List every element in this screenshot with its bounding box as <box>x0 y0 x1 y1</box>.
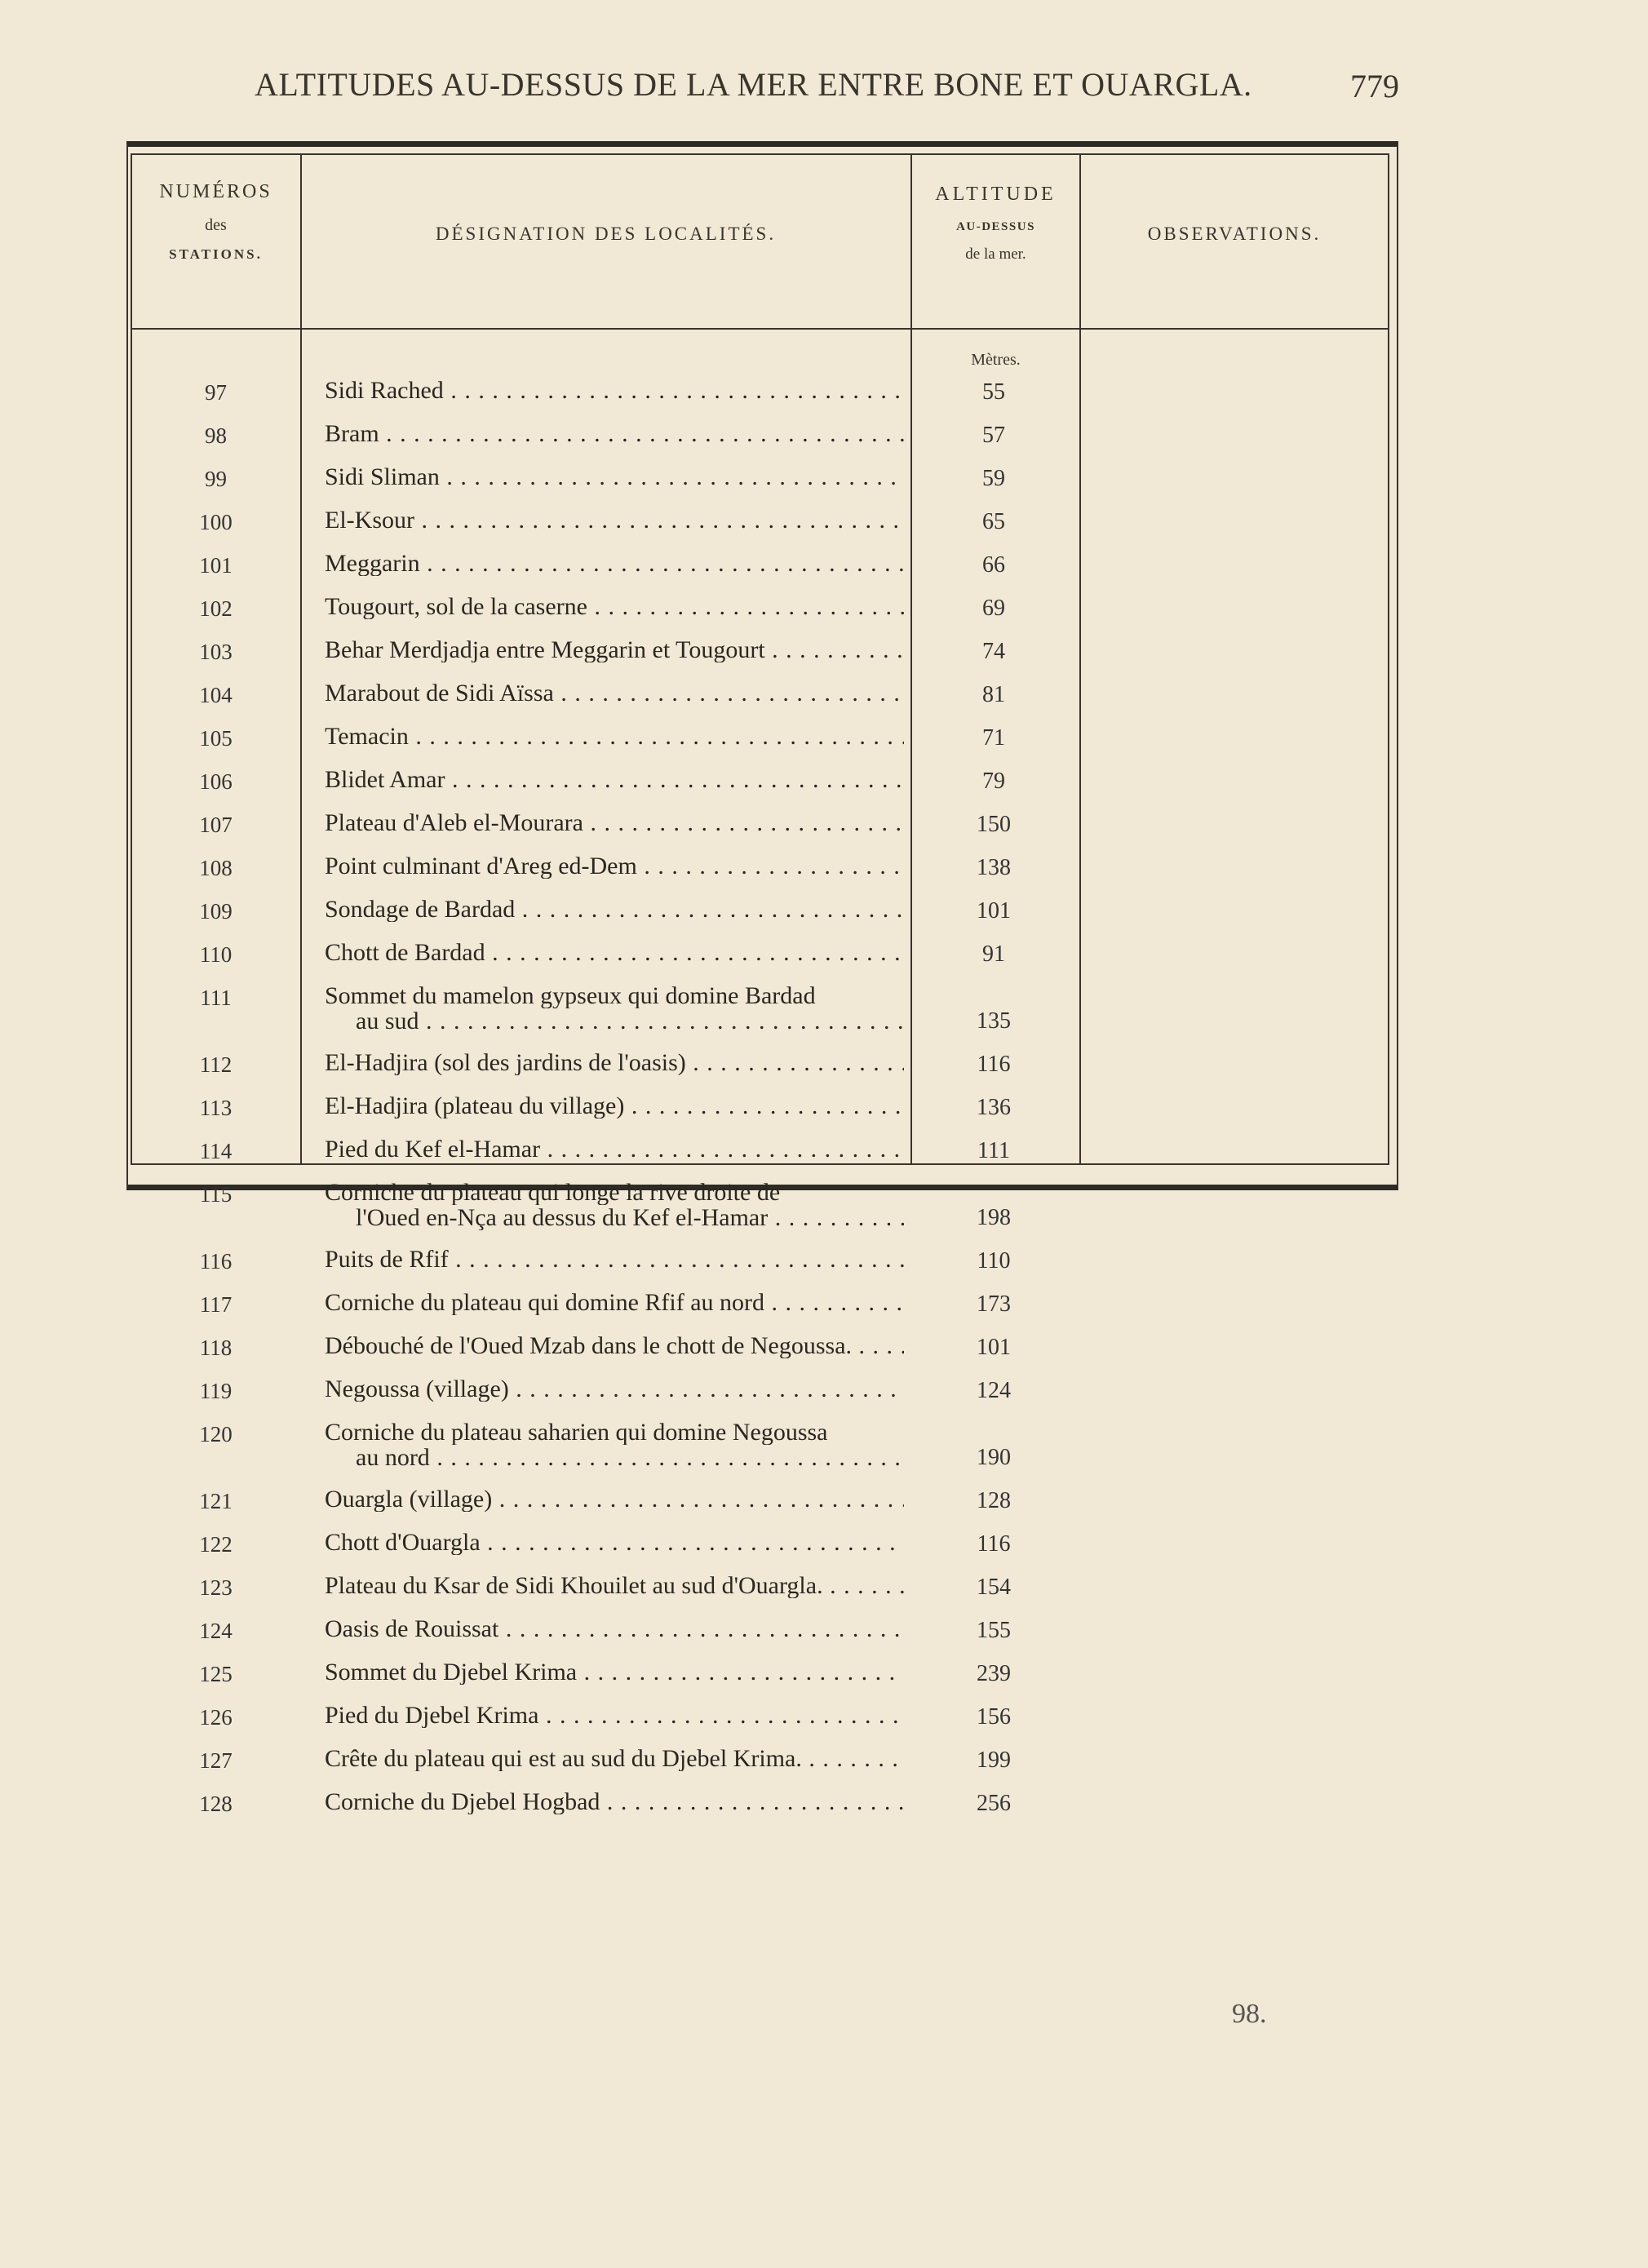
locality-name <box>325 1136 904 1162</box>
header-text: AU-DESSUS <box>956 220 1035 233</box>
altitude-value: 69 <box>982 596 1005 621</box>
locality-line: Bram . . . <box>325 421 904 446</box>
locality-name <box>325 983 904 1034</box>
altitude-value: 154 <box>977 1575 1011 1600</box>
locality-name <box>325 637 904 662</box>
altitude-value: 150 <box>977 812 1011 837</box>
locality-name <box>325 1050 904 1075</box>
locality-name <box>325 724 904 749</box>
station-number: 122 <box>199 1532 233 1557</box>
altitude-value: 155 <box>977 1618 1011 1643</box>
locality-line: Sidi Sliman . . . <box>325 464 904 489</box>
locality-line: Point culminant d'Areg ed-Dem . . . <box>325 853 904 879</box>
locality-name <box>325 940 904 965</box>
locality-line: Chott d'Ouargla . . . <box>325 1530 904 1555</box>
locality-name <box>325 1616 904 1641</box>
station-number: 104 <box>199 683 233 707</box>
altitude-value: 239 <box>977 1661 1011 1686</box>
altitude-value: 65 <box>982 509 1005 534</box>
altitude-value: 110 <box>977 1248 1011 1274</box>
altitude-value: 156 <box>977 1704 1011 1730</box>
header-text: NUMÉROS <box>159 181 272 202</box>
altitude-value: 59 <box>982 466 1005 491</box>
locality-line: El-Ksour . . . <box>325 507 904 533</box>
station-number: 111 <box>200 986 232 1010</box>
station-number: 115 <box>199 1182 233 1207</box>
altitude-value: 138 <box>977 855 1011 880</box>
header-altitude <box>912 184 1079 264</box>
locality-name <box>325 507 904 533</box>
page-number: 779 <box>1350 68 1399 104</box>
station-number: 123 <box>199 1575 233 1600</box>
station-number: 126 <box>199 1705 233 1730</box>
locality-name <box>325 378 904 403</box>
column-divider <box>300 153 302 1165</box>
locality-name <box>325 1093 904 1118</box>
station-number: 105 <box>199 726 233 751</box>
locality-line: Tougourt, sol de la caserne . . . <box>325 594 904 619</box>
locality-line: Marabout de Sidi Aïssa . . . <box>325 680 904 706</box>
station-number: 102 <box>199 596 233 621</box>
locality-line: Oasis de Rouissat . . . <box>325 1616 904 1641</box>
locality-line: Crête du plateau qui est au sud du Djebel Krima. . . . <box>325 1746 904 1771</box>
station-number: 121 <box>199 1489 233 1513</box>
locality-name <box>325 1573 904 1598</box>
station-number: 125 <box>199 1662 233 1686</box>
station-number: 114 <box>199 1139 233 1163</box>
locality-line: Plateau du Ksar de Sidi Khouilet au sud d'Ouargla. . . . <box>325 1573 904 1598</box>
station-number: 128 <box>199 1792 233 1816</box>
header-observations: OBSERVATIONS. <box>1147 224 1322 244</box>
locality-line: El-Hadjira (plateau du village) . . . <box>325 1093 904 1118</box>
station-number: 97 <box>205 380 227 405</box>
altitude-value: 198 <box>977 1205 1011 1230</box>
locality-line: Plateau d'Aleb el-Mourara . . . <box>325 810 904 835</box>
locality-name <box>325 853 904 879</box>
locality-name <box>325 464 904 489</box>
locality-line: l'Oued en-Nça au dessus du Kef el-Hamar . . . <box>325 1205 904 1230</box>
locality-name <box>325 1376 904 1402</box>
altitude-value: 71 <box>982 725 1005 751</box>
header-text: ALTITUDE <box>935 184 1057 205</box>
altitude-value: 79 <box>982 769 1005 794</box>
locality-line: Behar Merdjadja entre Meggarin et Tougourt . . . <box>325 637 904 662</box>
locality-name <box>325 551 904 576</box>
altitude-value: 190 <box>977 1445 1011 1470</box>
locality-line: Sondage de Bardad . . . <box>325 897 904 922</box>
locality-name <box>325 1530 904 1555</box>
locality-name <box>325 594 904 619</box>
altitude-value: 57 <box>982 423 1005 448</box>
locality-line: Corniche du Djebel Hogbad . . . <box>325 1789 904 1814</box>
station-number: 120 <box>199 1422 233 1446</box>
locality-name <box>325 1703 904 1728</box>
locality-name <box>325 1247 904 1272</box>
locality-line: Blidet Amar . . . <box>325 767 904 792</box>
unit-label: Mètres. <box>971 351 1021 369</box>
locality-line: au nord . . . <box>325 1445 904 1470</box>
station-number: 117 <box>199 1292 233 1317</box>
station-number: 116 <box>199 1249 233 1274</box>
locality-name <box>325 680 904 706</box>
station-number: 103 <box>199 640 233 664</box>
locality-line: Débouché de l'Oued Mzab dans le chott de Negoussa. . . . <box>325 1333 904 1358</box>
station-number: 124 <box>199 1619 233 1643</box>
station-number: 99 <box>205 467 227 491</box>
station-number: 127 <box>199 1748 233 1773</box>
altitude-value: 81 <box>982 682 1005 707</box>
locality-line: Sommet du mamelon gypseux qui domine Bardad <box>325 983 816 1008</box>
locality-line: Sommet du Djebel Krima . . . <box>325 1659 904 1685</box>
locality-name <box>325 1789 904 1814</box>
locality-line: Chott de Bardad . . . <box>325 940 904 965</box>
altitude-value: 124 <box>977 1378 1011 1403</box>
locality-line: Puits de Rfif . . . <box>325 1247 904 1272</box>
altitude-value: 101 <box>977 1335 1011 1360</box>
locality-name <box>325 1290 904 1315</box>
locality-line: Negoussa (village) . . . <box>325 1376 904 1402</box>
station-number: 108 <box>199 856 233 880</box>
locality-line: El-Hadjira (sol des jardins de l'oasis) . . . <box>325 1050 904 1075</box>
altitude-value: 116 <box>977 1052 1011 1077</box>
altitude-value: 256 <box>977 1791 1011 1816</box>
station-number: 109 <box>199 899 233 924</box>
altitude-value: 101 <box>977 898 1011 924</box>
altitude-value: 199 <box>977 1748 1011 1773</box>
locality-line: Sidi Rached . . . <box>325 378 904 403</box>
altitude-value: 111 <box>977 1138 1010 1163</box>
header-station-numbers <box>132 181 299 263</box>
header-text: des <box>205 216 227 234</box>
locality-line: Corniche du plateau qui longe la rive droite de <box>325 1180 781 1205</box>
station-number: 110 <box>199 942 233 967</box>
locality-line: Corniche du plateau qui domine Rfif au nord . . . <box>325 1290 904 1315</box>
locality-name <box>325 897 904 922</box>
station-number: 118 <box>199 1336 233 1360</box>
altitude-value: 136 <box>977 1095 1011 1120</box>
locality-line: Meggarin . . . <box>325 551 904 576</box>
station-number: 119 <box>199 1379 233 1403</box>
station-number: 112 <box>199 1052 233 1077</box>
locality-name <box>325 1659 904 1685</box>
locality-line: Corniche du plateau saharien qui domine Negoussa <box>325 1420 828 1445</box>
station-number: 107 <box>199 813 233 837</box>
signature-mark: 98. <box>1232 1999 1267 2029</box>
locality-name <box>325 810 904 835</box>
locality-name <box>325 1333 904 1358</box>
column-divider <box>1079 153 1081 1165</box>
locality-line: au sud . . . <box>325 1008 904 1034</box>
altitude-value: 173 <box>977 1291 1011 1317</box>
header-designation: DÉSIGNATION DES LOCALITÉS. <box>435 224 777 244</box>
locality-line: Pied du Djebel Krima . . . <box>325 1703 904 1728</box>
header-divider <box>132 328 1389 330</box>
altitude-value: 55 <box>982 379 1005 405</box>
locality-name <box>325 1420 904 1470</box>
station-number: 100 <box>199 510 233 534</box>
station-number: 106 <box>199 769 233 794</box>
locality-name <box>325 767 904 792</box>
station-number: 101 <box>199 553 233 578</box>
locality-name <box>325 1486 904 1512</box>
locality-name <box>325 1180 904 1230</box>
altitude-value: 74 <box>982 639 1005 664</box>
header-text: de la mer. <box>965 246 1026 263</box>
altitude-value: 128 <box>977 1488 1011 1513</box>
altitude-value: 135 <box>977 1008 1011 1034</box>
altitude-value: 91 <box>982 941 1005 967</box>
locality-name <box>325 1746 904 1771</box>
station-number: 113 <box>199 1096 233 1120</box>
running-title: ALTITUDES AU-DESSUS DE LA MER ENTRE BONE ET OUARGLA. <box>255 66 1252 103</box>
header-text: STATIONS. <box>169 246 263 262</box>
altitude-value: 116 <box>977 1531 1011 1557</box>
locality-name <box>325 421 904 446</box>
locality-line: Temacin . . . <box>325 724 904 749</box>
locality-line: Ouargla (village) . . . <box>325 1486 904 1512</box>
altitude-value: 66 <box>982 552 1005 578</box>
locality-line: Pied du Kef el-Hamar . . . <box>325 1136 904 1162</box>
station-number: 98 <box>205 423 227 448</box>
